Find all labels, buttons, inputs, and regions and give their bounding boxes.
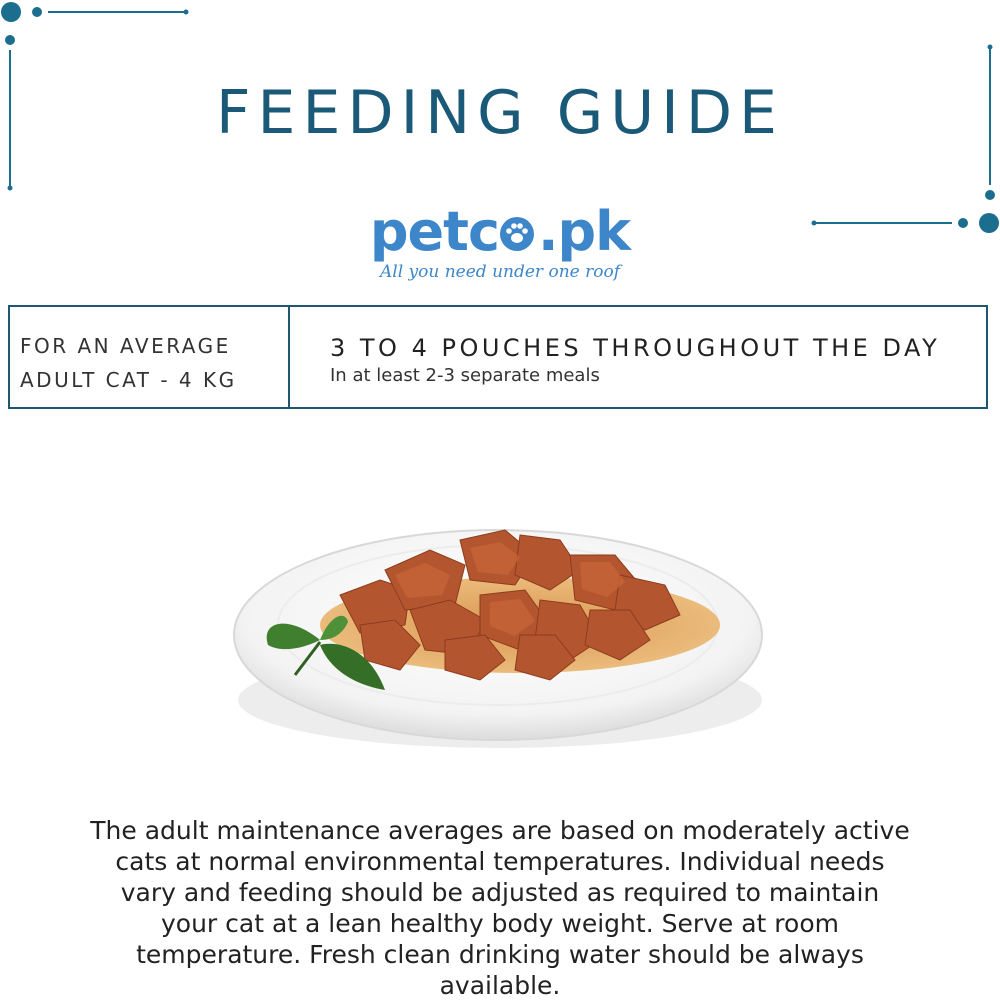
feeding-amount: 3 TO 4 POUCHES THROUGHOUT THE DAY bbox=[330, 334, 941, 362]
feeding-amount-cell bbox=[290, 307, 986, 407]
meal-frequency: In at least 2-3 separate meals bbox=[330, 365, 600, 386]
food-plate-image bbox=[220, 500, 780, 780]
brand-logo bbox=[0, 200, 1000, 282]
page-title: FEEDING GUIDE bbox=[216, 78, 784, 148]
feeding-note: The adult maintenance averages are based on moderately active cats at normal environmental temperatures. Individual needs vary and feeding should be adjusted as required to maintain your cat at a lean healthy body weight. Serve at room temperature. Fresh clean drinking water should be always available. bbox=[90, 816, 910, 1000]
feeding-guide-table bbox=[8, 305, 988, 409]
logo-tagline: All you need under one roof bbox=[379, 262, 620, 282]
cat-weight-cell bbox=[10, 307, 290, 407]
logo-wordmark-part2: .pk bbox=[538, 200, 631, 263]
paw-icon bbox=[497, 214, 537, 254]
cat-weight-line2: ADULT CAT - 4 KG bbox=[20, 368, 237, 392]
logo-wordmark-part1: petc bbox=[369, 200, 499, 263]
logo-wordmark bbox=[0, 200, 1000, 264]
cat-weight-line1: FOR AN AVERAGE bbox=[20, 334, 231, 358]
